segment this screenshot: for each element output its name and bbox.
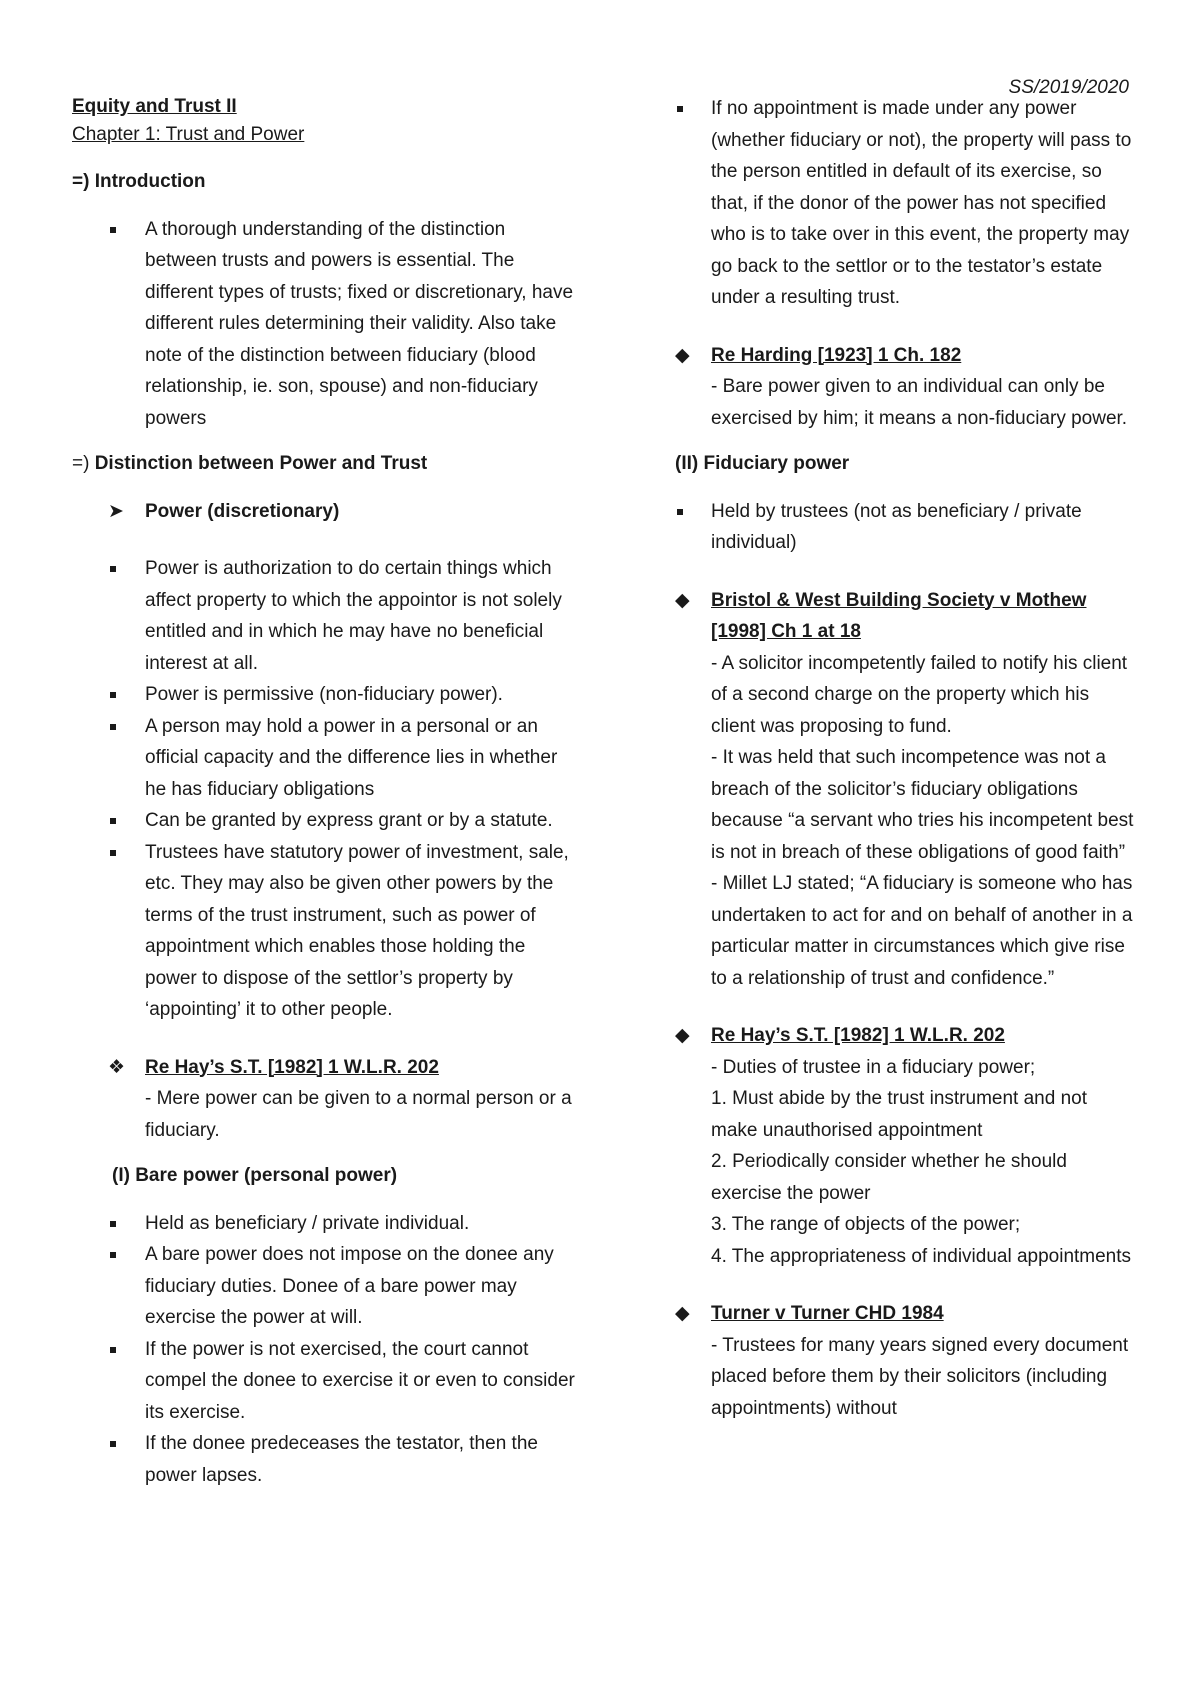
case-turner [675, 1298, 1135, 1424]
case-text: 2. Periodically consider whether he should exercise the power [711, 1151, 1067, 1204]
list-item: Held by trustees (not as beneficiary / private individual) [675, 496, 1135, 559]
case-text: 3. The range of objects of the power; [711, 1214, 1021, 1235]
case-re-hays-right [675, 1020, 1135, 1272]
case-bristol-west [675, 585, 1135, 995]
list-item: If the donee predeceases the testator, then the power lapses. [72, 1428, 582, 1491]
case-title: Turner v Turner CHD 1984 [711, 1303, 944, 1324]
list-item: A bare power does not impose on the donee any fiduciary duties. Donee of a bare power may exercise the power at will. [72, 1239, 582, 1334]
power-list [72, 553, 582, 1026]
diamond-solid-icon: ◆ [675, 1025, 690, 1046]
document-title: Equity and Trust II [72, 96, 237, 117]
list-item: If no appointment is made under any power (whether fiduciary or not), the property will pass to the person entitled in default of its exercise, so that, if the donor of the power has not specified who is to take over in this event, the property may go back to the settlor or to the testator’s estate under a resulting trust. [675, 93, 1135, 314]
case-text: - A solicitor incompetently failed to notify his client of a second charge on the property which his client was proposing to fund. [711, 652, 1128, 737]
case-text: - Mere power can be given to a normal person or a fiduciary. [145, 1088, 572, 1141]
case-re-hays-left [72, 1052, 582, 1147]
chapter-title: Chapter 1: Trust and Power [72, 123, 305, 145]
default-appointment-list [675, 93, 1135, 314]
diamond-solid-icon: ◆ [675, 344, 690, 366]
case-title: Re Hay’s S.T. [1982] 1 W.L.R. 202 [145, 1056, 439, 1078]
distinction-heading: =) Distinction between Power and Trust [72, 453, 428, 474]
intro-heading: =) Introduction [72, 171, 206, 192]
list-item: Power is permissive (non-fiduciary power). [72, 679, 582, 711]
list-item: If the power is not exercised, the court cannot compel the donee to exercise it or even to consider its exercise. [72, 1334, 582, 1429]
list-item: A thorough understanding of the distinction between trusts and powers is essential. The different types of trusts; fixed or discretionary, have different rules determining their validity. Also take note of the distinction between fiduciary (blood relationship, ie. son, spouse) and non-fiduciary powers [72, 214, 582, 435]
right-column [675, 97, 1135, 1424]
list-item: Held as beneficiary / private individual. [72, 1208, 582, 1240]
case-text: - It was held that such incompetence was not a breach of the solicitor’s fiduciary obligations because “a servant who tries his incompetent best is not in breach of these obligations of good faith” [711, 747, 1134, 863]
diamond-solid-icon: ◆ [675, 589, 690, 611]
distinction-prefix: =) [72, 453, 95, 474]
case-text: - Millet LJ stated; “A fiduciary is someone who has undertaken to act for and on behalf of another in a particular matter in circumstances which give rise to a relationship of trust and confidence.” [711, 873, 1133, 989]
diamond-outline-icon: ❖ [108, 1056, 126, 1078]
bare-power-list [72, 1208, 582, 1492]
case-text: 1. Must abide by the trust instrument and not make unauthorised appointment [711, 1088, 1087, 1141]
list-item: Trustees have statutory power of investment, sale, etc. They may also be given other powers by the terms of the trust instrument, such as power of appointment which enables those holding the power to dispose of the settlor’s property by ‘appointing’ it to other people. [72, 837, 582, 1026]
case-title: Bristol & West Building Society v Mothew [1998] Ch 1 at 18 [711, 589, 1087, 642]
case-text: - Duties of trustee in a fiduciary power; [711, 1056, 1036, 1078]
case-text: - Bare power given to an individual can only be exercised by him; it means a non-fiduciary power. [711, 376, 1128, 429]
fiduciary-power-heading: (II) Fiduciary power [675, 453, 850, 474]
case-text: 4. The appropriateness of individual appointments [711, 1245, 1132, 1267]
bare-power-heading: (I) Bare power (personal power) [112, 1165, 398, 1186]
diamond-solid-icon: ◆ [675, 1303, 690, 1324]
list-item: Power is authorization to do certain things which affect property to which the appointor is not solely entitled and in which he may have no beneficial interest at all. [72, 553, 582, 679]
case-re-harding [675, 340, 1135, 435]
list-item: Can be granted by express grant or by a statute. [72, 805, 582, 837]
fiduciary-list [675, 496, 1135, 559]
power-heading: ➤ Power (discretionary) [72, 496, 582, 528]
list-item: A person may hold a power in a personal or an official capacity and the difference lies in whether he has fiduciary obligations [72, 711, 582, 806]
case-text: - Trustees for many years signed every document placed before them by their solicitors (including appointments) without [711, 1334, 1129, 1419]
intro-list [72, 214, 582, 435]
page-id: SS/2019/2020 [1008, 77, 1129, 98]
arrow-bullet-icon: ➤ [108, 500, 124, 522]
left-column [72, 97, 582, 1491]
case-title: Re Harding [1923] 1 Ch. 182 [711, 344, 962, 366]
case-title: Re Hay’s S.T. [1982] 1 W.L.R. 202 [711, 1025, 1005, 1046]
